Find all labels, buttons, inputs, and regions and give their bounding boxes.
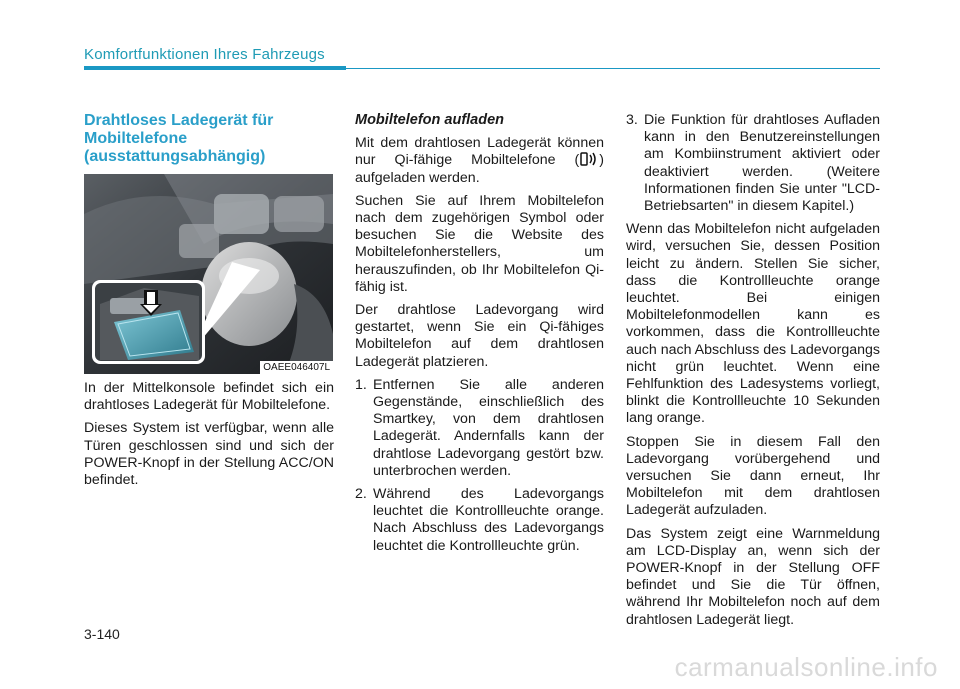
numbered-item — [626, 112, 880, 215]
numbered-item — [355, 377, 604, 480]
item-text: Die Funktion für drahtloses Aufladen kann in den Benutzereinstellungen am Kombiinstrument aktiviert oder deaktiviert werden. (Weitere Informationen finden Sie unter "LCD-Betriebsarten" in diesem Kapitel.) — [644, 112, 880, 215]
text-before-icon: Mit dem drahtlosen Ladegerät können nur Qi-fähige Mobiltelefone ( — [355, 135, 604, 169]
section-heading-line: (ausstattungsabhängig) — [84, 148, 266, 165]
figure-code: OAEE046407L — [260, 361, 333, 374]
section-heading-line: Mobiltelefone — [84, 130, 188, 147]
paragraph: Wenn das Mobiltelefon nicht aufgeladen wird, versuchen Sie, dessen Position leicht zu ändern. Stellen Sie sicher, dass die Kontrollleuchte orange leuchtet. Bei einigen Mobiltelefonmodellen kann es vorkommen, dass die Kontrollleuchte auch nach Abschluss des Ladevorgangs nicht grün leuchtet. Wenn eine Fehlfunktion des Ladesystems vorliegt, blinkt die Kontrollleuchte 10 Sekunden lang orange. — [626, 221, 880, 427]
section-heading-line: Drahtloses Ladegerät für — [84, 112, 274, 129]
console-illustration — [84, 174, 333, 374]
column-1 — [84, 380, 334, 495]
qi-icon — [579, 152, 599, 166]
column-2 — [355, 112, 604, 561]
column-3 — [626, 112, 880, 635]
section-heading — [84, 112, 334, 166]
item-number: 3. — [626, 112, 638, 128]
header-rule-thick — [84, 66, 346, 70]
watermark: carmanualsonline.info — [674, 652, 938, 682]
paragraph: Der drahtlose Ladevorgang wird gestartet, wenn Sie ein Qi-fähiges Mobiltelefon auf dem drahtlosen Ladegerät platzieren. — [355, 302, 604, 370]
paragraph-qi — [355, 135, 604, 187]
paragraph: Suchen Sie auf Ihrem Mobiltelefon nach dem zugehörigen Symbol oder besuchen Sie die Website des Mobiltelefonherstellers, um herauszufinden, ob Ihr Mobiltelefon Qi-fähig ist. — [355, 192, 604, 295]
item-number: 2. — [355, 486, 367, 503]
paragraph: Stoppen Sie in diesem Fall den Ladevorgang vorübergehend und versuchen Sie dann erneut, Ihr Mobiltelefon mit dem drahtlosen Ladegerät aufzuladen. — [626, 433, 880, 519]
item-text: Entfernen Sie alle anderen Gegenstände, einschließlich des Smartkey, von dem drahtlosen Ladegerät. Andernfalls kann der drahtlose Ladevorgang gestört bzw. unterbrochen werden. — [373, 376, 604, 479]
console-figure — [84, 174, 333, 374]
paragraph: Dieses System ist verfügbar, wenn alle Türen geschlossen sind und sich der POWER-Knopf in der Stellung ACC/ON befindet. — [84, 420, 334, 489]
page-number: 3-140 — [84, 626, 120, 642]
item-number: 1. — [355, 376, 367, 393]
header-rule-thin — [346, 68, 880, 69]
header-section-title: Komfortfunktionen Ihres Fahrzeugs — [84, 46, 325, 63]
paragraph: Das System zeigt eine Warnmeldung am LCD-Display an, wenn sich der POWER-Knopf in der Stellung OFF befindet und Sie die Tür öffnen, während Ihr Mobiltelefon noch auf dem drahtlosen Ladegerät liegt. — [626, 525, 880, 628]
text-after-icon: ) aufgeladen werden. — [355, 152, 604, 186]
numbered-item — [355, 486, 604, 555]
item-text: Während des Ladevorgangs leuchtet die Kontrollleuchte orange. Nach Abschluss des Ladevorgangs leuchtet die Kontrollleuchte grün. — [373, 486, 604, 554]
paragraph: In der Mittelkonsole befindet sich ein drahtloses Ladegerät für Mobiltelefone. — [84, 380, 334, 414]
sub-heading: Mobiltelefon aufladen — [355, 112, 505, 128]
